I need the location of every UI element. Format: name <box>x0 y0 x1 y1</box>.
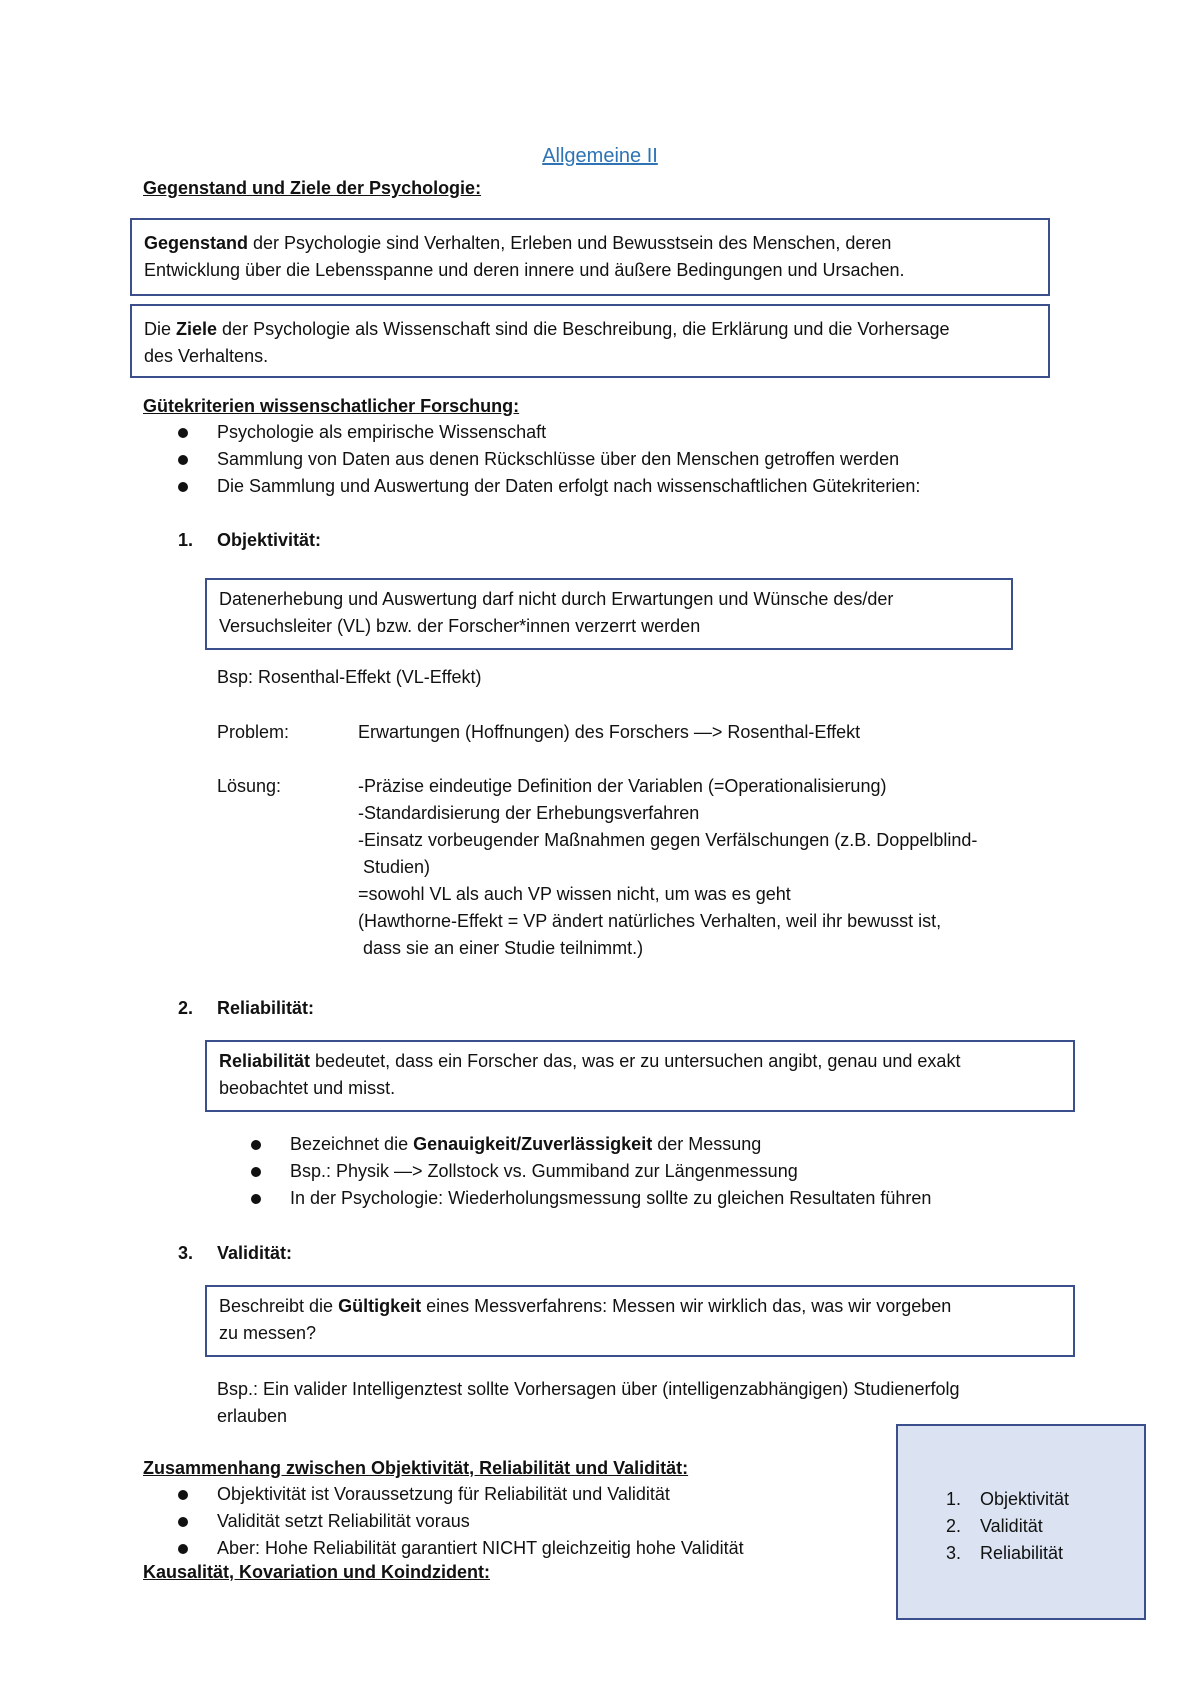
box-text: bedeutet, dass ein Forscher das, was er zu untersuchen angibt, genau und exakt <box>310 1051 961 1071</box>
loesung-label: Lösung: <box>217 776 282 796</box>
section-heading-zusammenhang: Zusammenhang zwischen Objektivität, Reliabilität und Validität: <box>143 1458 689 1478</box>
box-text: zu messen? <box>219 1323 317 1343</box>
box-text: Versuchsleiter (VL) bzw. der Forscher*innen verzerrt werden <box>219 616 701 636</box>
list-item: Die Sammlung und Auswertung der Daten erfolgt nach wissenschaftlichen Gütekriterien: <box>217 476 921 496</box>
problem-text: Erwartungen (Hoffnungen) des Forschers —> Rosenthal-Effekt <box>358 722 861 742</box>
section-heading-kausalitaet: Kausalität, Kovariation und Koindzident: <box>143 1562 491 1582</box>
section-heading-gegenstand: Gegenstand und Ziele der Psychologie: <box>143 178 482 198</box>
summary-number: 1. <box>946 1489 962 1509</box>
definition-box-objektivitaet <box>205 578 1013 650</box>
list-item: Sammlung von Daten aus denen Rückschlüsse über den Menschen getroffen werden <box>217 449 900 469</box>
subheading-validitaet: Validität: <box>217 1243 293 1263</box>
loesung-line: Studien) <box>358 857 431 877</box>
box-text: der Psychologie als Wissenschaft sind die Beschreibung, die Erklärung und die Vorhersage <box>217 319 950 339</box>
example-text: erlauben <box>217 1406 288 1426</box>
term-reliabilitaet: Reliabilität <box>219 1051 311 1071</box>
summary-item: Objektivität <box>980 1489 1070 1509</box>
subheading-objektivitaet: Objektivität: <box>217 530 322 550</box>
list-number: 3. <box>178 1243 194 1263</box>
box-text: Beschreibt die <box>219 1296 339 1316</box>
definition-box-validitaet <box>205 1285 1075 1357</box>
loesung-line: (Hawthorne-Effekt = VP ändert natürliches Verhalten, weil ihr bewusst ist, <box>358 911 942 931</box>
box-text: Entwicklung über die Lebensspanne und deren innere und äußere Bedingungen und Ursachen. <box>144 260 905 280</box>
box-text: Die <box>144 319 177 339</box>
definition-box-gegenstand <box>130 218 1050 296</box>
term-gueltigkeit: Gültigkeit <box>338 1296 422 1316</box>
term-ziele: Ziele <box>176 319 218 339</box>
summary-item: Reliabilität <box>980 1543 1064 1563</box>
box-text: der Psychologie sind Verhalten, Erleben und Bewusstsein des Menschen, deren <box>248 233 892 253</box>
list-item <box>290 1131 761 1158</box>
loesung-line: -Standardisierung der Erhebungsverfahren <box>358 803 700 823</box>
bullet-icon <box>178 455 188 465</box>
list-item: Objektivität ist Voraussetzung für Reliabilität und Validität <box>217 1484 670 1504</box>
example-text: Bsp: Rosenthal-Effekt (VL-Effekt) <box>217 667 482 687</box>
list-item: Bsp.: Physik —> Zollstock vs. Gummiband zur Längenmessung <box>290 1161 798 1181</box>
list-item: Aber: Hohe Reliabilität garantiert NICHT gleichzeitig hohe Validität <box>217 1538 744 1558</box>
list-number: 1. <box>178 530 194 550</box>
summary-number: 3. <box>946 1543 962 1563</box>
list-item-text: der Messung <box>652 1134 762 1154</box>
bullet-icon <box>251 1167 261 1177</box>
problem-label: Problem: <box>217 722 290 742</box>
box-text: des Verhaltens. <box>144 346 269 366</box>
summary-item: Validität <box>980 1516 1043 1536</box>
section-heading-guetekriterien: Gütekriterien wissenschatlicher Forschung: <box>143 396 520 416</box>
list-item: In der Psychologie: Wiederholungsmessung sollte zu gleichen Resultaten führen <box>290 1188 932 1208</box>
bullet-icon <box>251 1194 261 1204</box>
loesung-line: -Einsatz vorbeugender Maßnahmen gegen Verfälschungen (z.B. Doppelblind- <box>358 830 978 850</box>
box-text: beobachtet und misst. <box>219 1078 396 1098</box>
bullet-icon <box>178 1490 188 1500</box>
summary-number: 2. <box>946 1516 962 1536</box>
definition-box-ziele <box>130 304 1050 378</box>
bullet-icon <box>178 482 188 492</box>
list-item: Psychologie als empirische Wissenschaft <box>217 422 547 442</box>
loesung-line: dass sie an einer Studie teilnimmt.) <box>358 938 644 958</box>
box-text: eines Messverfahrens: Messen wir wirklich das, was wir vorgeben <box>421 1296 952 1316</box>
example-text: Bsp.: Ein valider Intelligenztest sollte Vorhersagen über (intelligenzabhängigen) Studienerfolg <box>217 1379 960 1399</box>
bullet-icon <box>178 1517 188 1527</box>
box-text: Datenerhebung und Auswertung darf nicht durch Erwartungen und Wünsche des/der <box>219 589 894 609</box>
loesung-line: =sowohl VL als auch VP wissen nicht, um was es geht <box>358 884 791 904</box>
list-number: 2. <box>178 998 194 1018</box>
bullet-icon <box>178 1544 188 1554</box>
list-item-text: Bezeichnet die <box>290 1134 414 1154</box>
list-item-emphasis: Genauigkeit/Zuverlässigkeit <box>413 1134 653 1154</box>
loesung-line: -Präzise eindeutige Definition der Variablen (=Operationalisierung) <box>358 776 887 796</box>
bullet-icon <box>178 428 188 438</box>
page-title: Allgemeine II <box>542 145 658 167</box>
summary-box <box>896 1424 1146 1620</box>
subheading-reliabilitaet: Reliabilität: <box>217 998 315 1018</box>
list-item: Validität setzt Reliabilität voraus <box>217 1511 470 1531</box>
term-gegenstand: Gegenstand <box>144 233 249 253</box>
definition-box-reliabilitaet <box>205 1040 1075 1112</box>
bullet-icon <box>251 1140 261 1150</box>
